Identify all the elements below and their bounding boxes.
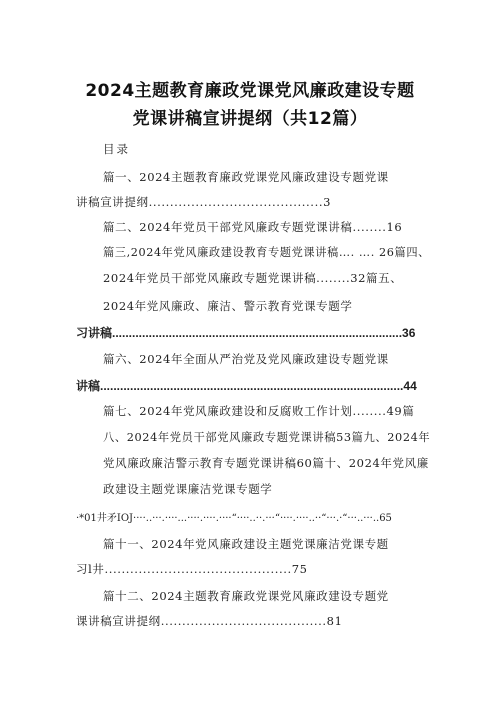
toc-line: 党风廉政廉洁警示教育专题党课讲稿60篇十、2024年党风廉 [103,456,429,470]
toc-line: 习讲稿.......................................................................................36 [76,326,416,340]
toc-line: 2024年党风廉政、廉洁、警示教育党课专题学 [103,299,353,313]
toc-line: 篇十二、2024主题教育廉政党课党风廉政建设专题党 [103,589,389,603]
toc-line: 讲稿宣讲提纲.........................................3 [76,195,331,209]
toc-line: 篇六、2024年全面从严治党及党风廉政建设专题党课 [103,352,389,366]
toc-line: 课讲稿宣讲提纲.......................................81 [76,614,343,628]
document-title-line-1: 2024主题教育廉政党课党风廉政建设专题 [85,81,415,101]
toc-line: 讲稿...........................................................................................44 [76,379,417,393]
toc-line: 篇二、2024年党员干部党风廉政专题党课讲稿........16 [103,220,403,234]
toc-line: 篇七、2024年党风廉政建设和反腐败工作计划........49篇 [103,404,415,418]
document-title-line-2: 党课讲稿宣讲提纲（共12篇） [132,109,368,129]
toc-line: 篇十一、2024年党风廉政建设主题党课廉洁党课专题 [103,537,389,551]
toc-line: 2024年党员干部党风廉政专题党课讲稿........32篇五、 [103,271,403,285]
toc-line: ·*01井矛IOJ····..···.····...····.····.····“····..··.···“····.····..··“···.·“···..···..65 [76,513,392,524]
toc-line: 篇一、2024主题教育廉政党课党风廉政建设专题党课 [103,170,389,184]
toc-line: 篇三,2024年党风廉政建设教育专题党课讲稿…. …. 26篇四、 [103,245,430,259]
toc-line: 八、2024年党员干部党风廉政专题党课讲稿53篇九、2024年 [103,430,431,444]
toc-line: 习l井............................................75 [76,562,308,576]
toc-line: 政建设主题党课廉洁党课专题学 [103,482,273,496]
toc-heading: 目录 [103,142,130,156]
